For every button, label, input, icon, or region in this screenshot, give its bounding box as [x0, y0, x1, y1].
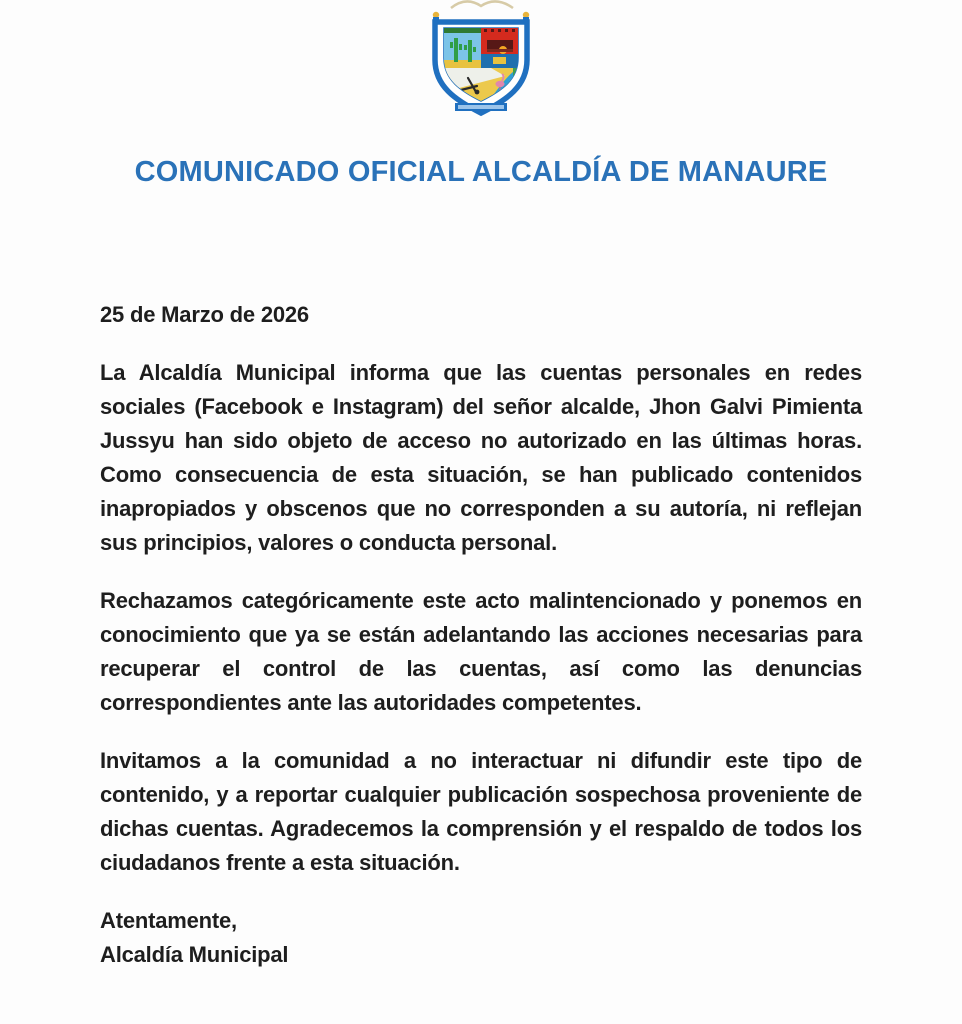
crest-desert-ground: [444, 60, 481, 68]
page-title: COMUNICADO OFICIAL ALCALDÍA DE MANAURE: [134, 156, 828, 188]
closing-signature: Alcaldía Municipal: [100, 942, 289, 967]
manaure-coat-of-arms: [421, 0, 541, 120]
crest-garland: [444, 28, 481, 33]
body-paragraph-2: Rechazamos categóricamente este acto malintencionado y ponemos en conocimiento que ya se están adelantando las acciones necesarias para recuperar el control de las cuentas, así como las denuncias correspondientes ante las autoridades competentes.: [100, 588, 862, 715]
crest-gold-emblem: [493, 57, 506, 64]
document-date: 25 de Marzo de 2026: [100, 302, 309, 327]
document-body: [100, 298, 862, 972]
body-paragraph-1: La Alcaldía Municipal informa que las cuentas personales en redes sociales (Facebook e Instagram) del señor alcalde, Jhon Galvi Pimienta Jussyu han sido objeto de acceso no autorizado en las últimas horas. Como consecuencia de esta situación, se han publicado contenidos inapropiados y obscenos que no corresponden a su autoría, ni reflejan sus principios, valores o conducta personal.: [100, 360, 862, 555]
crest-ribbon-inner: [458, 105, 504, 109]
municipal-crest-icon: [421, 0, 541, 120]
crest-top-scroll: [451, 1, 513, 8]
body-paragraph-3: Invitamos a la comunidad a no interactuar ni difundir este tipo de contenido, y a reportar cualquier publicación sospechosa proveniente de dichas cuentas. Agradecemos la comprensión y el respaldo de todos los ciudadanos frente a esta situación.: [100, 748, 862, 875]
crest-horizon: [487, 49, 513, 52]
closing-salutation: Atentamente,: [100, 908, 237, 933]
crest-tool-head: [475, 90, 480, 95]
